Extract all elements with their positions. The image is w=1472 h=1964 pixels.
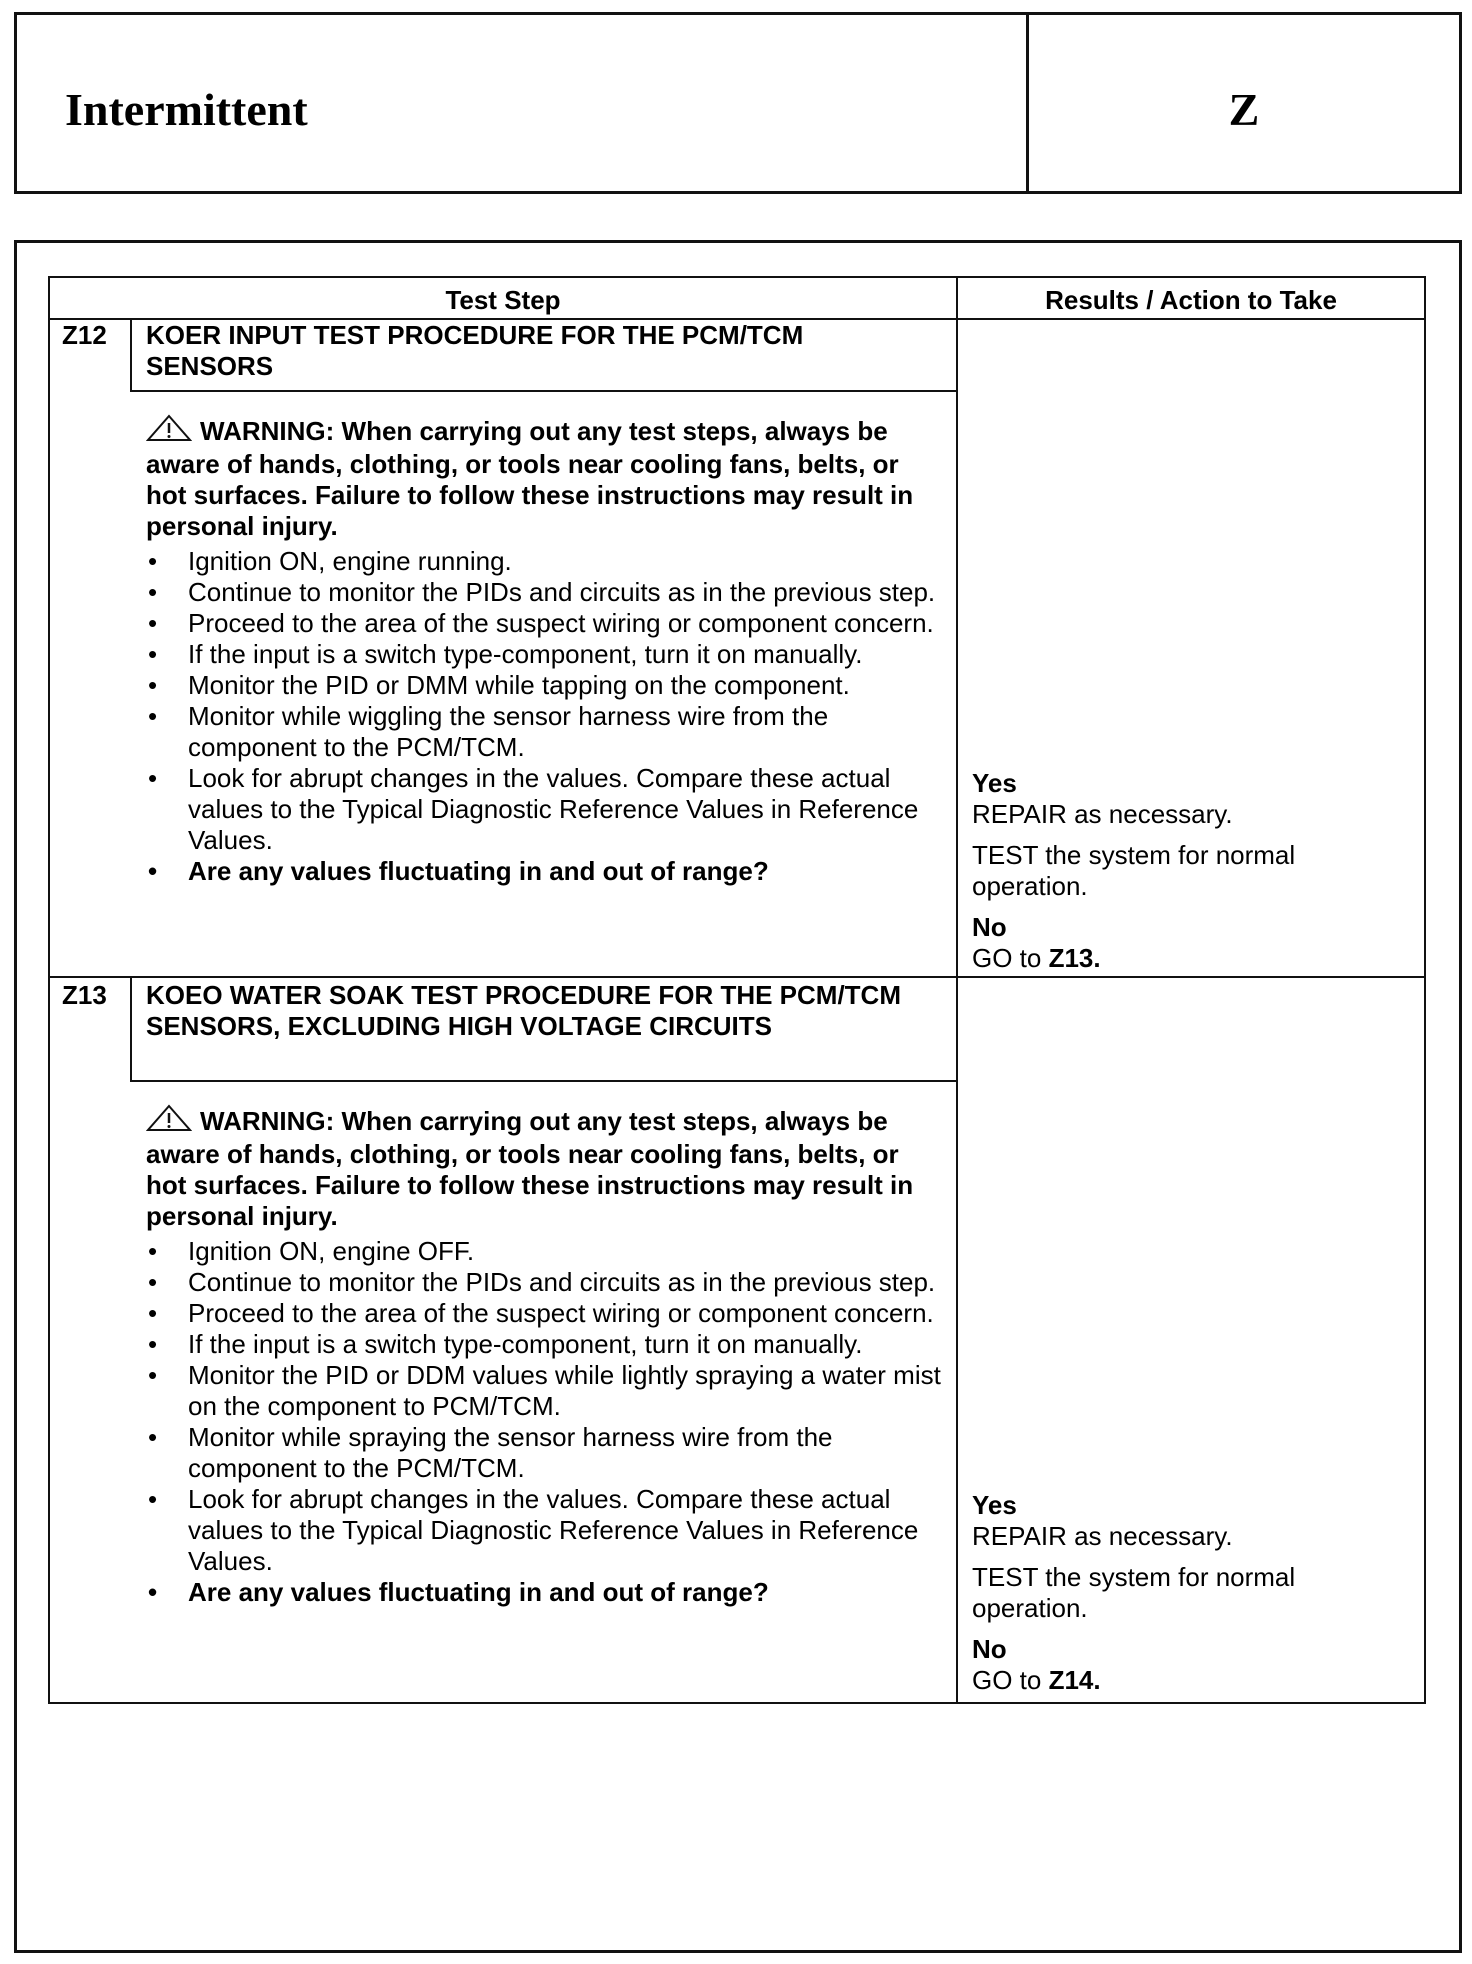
go-to-link-z13[interactable]: Z13. <box>1048 943 1101 973</box>
list-item: • Proceed to the area of the suspect wiring or component concern. <box>146 1298 946 1329</box>
warning-text-z12: WARNING: When carrying out any test steps, always be aware of hands, clothing, or tools near cooling fans, belts, or hot surfaces. Failure to follow these instructions may result in personal injury. <box>146 416 914 541</box>
vertical-divider-results <box>956 278 958 1702</box>
list-item: • Look for abrupt changes in the values. Compare these actual values to the Typical Diagnostic Reference Values in Reference Values. <box>146 763 946 856</box>
page-header <box>14 12 1462 194</box>
bullet-list-z13 <box>146 1236 946 1608</box>
z12-id-divider <box>130 318 132 392</box>
go-to-link-z14[interactable]: Z14. <box>1048 1665 1101 1695</box>
yes-action-repair-z12: REPAIR as necessary. <box>972 799 1233 829</box>
yes-label-z13: Yes <box>972 1490 1017 1520</box>
section-letter: Z <box>1228 84 1260 135</box>
step-row-divider <box>50 976 1424 978</box>
yes-action-test-z12: TEST the system for normal operation. <box>972 840 1296 901</box>
list-item: • Look for abrupt changes in the values. Compare these actual values to the Typical Diagnostic Reference Values in Reference Values. <box>146 1484 946 1577</box>
column-header-test-step: Test Step <box>445 285 561 315</box>
step-title-z13: KOEO WATER SOAK TEST PROCEDURE FOR THE PCM/TCM SENSORS, EXCLUDING HIGH VOLTAGE CIRCUITS <box>146 980 901 1041</box>
no-action-z13 <box>972 1665 1352 1696</box>
yes-action-test-z13: TEST the system for normal operation. <box>972 1562 1296 1623</box>
list-item: • Continue to monitor the PIDs and circuits as in the previous step. <box>146 577 946 608</box>
z13-title-divider <box>130 1080 958 1082</box>
results-z12 <box>972 768 1352 974</box>
go-to-text: GO to <box>972 1665 1042 1695</box>
warning-z12 <box>146 414 936 542</box>
step-question-z12: • Are any values fluctuating in and out of range? <box>146 856 946 887</box>
list-item: • If the input is a switch type-component, turn it on manually. <box>146 1329 946 1360</box>
list-item: • Monitor the PID or DDM values while lightly spraying a water mist on the component to PCM/TCM. <box>146 1360 946 1422</box>
list-item: • If the input is a switch type-component, turn it on manually. <box>146 639 946 670</box>
list-item: • Continue to monitor the PIDs and circuits as in the previous step. <box>146 1267 946 1298</box>
no-label-z13: No <box>972 1634 1007 1664</box>
page-title: Intermittent <box>65 84 308 135</box>
bullet-list-z12 <box>146 546 946 887</box>
list-item: • Ignition ON, engine OFF. <box>146 1236 946 1267</box>
list-item: • Monitor while spraying the sensor harness wire from the component to the PCM/TCM. <box>146 1422 946 1484</box>
column-header-results: Results / Action to Take <box>1045 285 1337 315</box>
no-action-z12 <box>972 943 1352 974</box>
z13-id-divider <box>130 976 132 1082</box>
no-label-z12: No <box>972 912 1007 942</box>
yes-action-repair-z13: REPAIR as necessary. <box>972 1521 1233 1551</box>
list-item: • Monitor while wiggling the sensor harness wire from the component to the PCM/TCM. <box>146 701 946 763</box>
warning-text-z13: WARNING: When carrying out any test steps, always be aware of hands, clothing, or tools near cooling fans, belts, or hot surfaces. Failure to follow these instructions may result in personal injury. <box>146 1106 914 1231</box>
step-id-z13: Z13 <box>62 980 107 1010</box>
diagnostic-table <box>48 276 1426 1704</box>
z12-title-divider <box>130 390 958 392</box>
warning-z13 <box>146 1104 936 1232</box>
warning-triangle-icon <box>146 414 192 449</box>
list-item: • Ignition ON, engine running. <box>146 546 946 577</box>
yes-label-z12: Yes <box>972 768 1017 798</box>
list-item: • Monitor the PID or DMM while tapping on the component. <box>146 670 946 701</box>
list-item: • Proceed to the area of the suspect wiring or component concern. <box>146 608 946 639</box>
go-to-text: GO to <box>972 943 1042 973</box>
warning-triangle-icon <box>146 1104 192 1139</box>
step-title-z12: KOER INPUT TEST PROCEDURE FOR THE PCM/TCM SENSORS <box>146 320 804 381</box>
results-z13 <box>972 1490 1352 1696</box>
step-question-z13: • Are any values fluctuating in and out of range? <box>146 1577 946 1608</box>
step-id-z12: Z12 <box>62 320 107 350</box>
